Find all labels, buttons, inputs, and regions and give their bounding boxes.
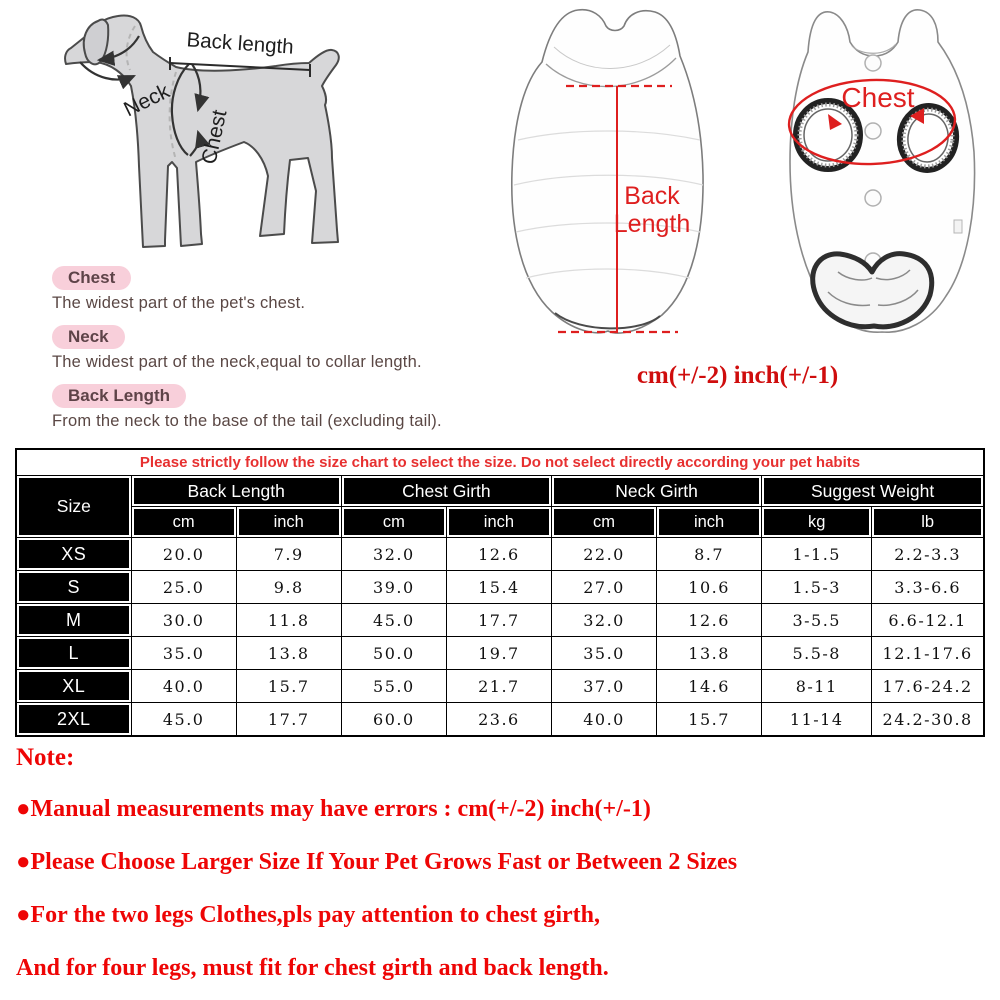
value-cell: 5.5-8 xyxy=(762,637,872,670)
size-cell: S xyxy=(16,571,131,604)
neck-definition-text: The widest part of the neck,equal to collar length. xyxy=(52,353,422,371)
dog-chest-label: Chest xyxy=(197,107,232,167)
value-cell: 7.9 xyxy=(236,538,341,571)
definition-chest xyxy=(52,266,522,313)
value-cell: 40.0 xyxy=(131,670,236,703)
value-cell: 15.7 xyxy=(236,670,341,703)
size-cell: M xyxy=(16,604,131,637)
unit-header: cm xyxy=(341,507,446,538)
dog-diagram-svg xyxy=(40,6,358,266)
value-cell: 39.0 xyxy=(341,571,446,604)
value-cell: 25.0 xyxy=(131,571,236,604)
value-cell: 3-5.5 xyxy=(762,604,872,637)
vest-back-length-label-line1: Back xyxy=(624,182,680,210)
value-cell: 15.7 xyxy=(657,703,762,737)
value-cell: 12.6 xyxy=(657,604,762,637)
value-cell: 15.4 xyxy=(446,571,551,604)
value-cell: 3.3-6.6 xyxy=(872,571,984,604)
size-table-body xyxy=(16,538,984,737)
table-row xyxy=(16,604,984,637)
table-banner-row xyxy=(16,449,984,476)
value-cell: 17.7 xyxy=(446,604,551,637)
value-cell: 37.0 xyxy=(551,670,656,703)
unit-header: kg xyxy=(762,507,872,538)
value-cell: 12.6 xyxy=(446,538,551,571)
note-line: ●Please Choose Larger Size If Your Pet Grows Fast or Between 2 Sizes xyxy=(16,849,738,875)
value-cell: 21.7 xyxy=(446,670,551,703)
value-cell: 8-11 xyxy=(762,670,872,703)
side-tag xyxy=(954,220,962,233)
value-cell: 12.1-17.6 xyxy=(872,637,984,670)
value-cell: 40.0 xyxy=(551,703,656,737)
chest-pill: Chest xyxy=(52,266,131,290)
table-row xyxy=(16,703,984,737)
unit-header: inch xyxy=(657,507,762,538)
value-cell: 45.0 xyxy=(131,703,236,737)
definition-back-length xyxy=(52,384,522,431)
value-cell: 30.0 xyxy=(131,604,236,637)
value-cell: 35.0 xyxy=(131,637,236,670)
unit-header: inch xyxy=(236,507,341,538)
value-cell: 6.6-12.1 xyxy=(872,604,984,637)
table-row xyxy=(16,637,984,670)
unit-header: cm xyxy=(131,507,236,538)
value-cell: 27.0 xyxy=(551,571,656,604)
table-group-header-row xyxy=(16,476,984,507)
note-title: Note: xyxy=(16,744,75,771)
size-column-header: Size xyxy=(16,476,131,538)
dog-neck-label: Neck xyxy=(120,79,174,122)
dog-back-length-label: Back length xyxy=(185,28,295,59)
tolerance-note: cm(+/-2) inch(+/-1) xyxy=(636,362,839,389)
value-cell: 55.0 xyxy=(341,670,446,703)
value-cell: 22.0 xyxy=(551,538,656,571)
vest-back-length-label-line2: Length xyxy=(613,210,691,238)
value-cell: 32.0 xyxy=(341,538,446,571)
table-row xyxy=(16,538,984,571)
vest-front-view-diagram xyxy=(778,2,990,340)
measurement-definitions xyxy=(52,266,522,443)
note-line: ●For the two legs Clothes,pls pay attention to chest girth, xyxy=(16,902,601,928)
chest-girth-group-header: Chest Girth xyxy=(341,476,551,507)
table-row xyxy=(16,571,984,604)
value-cell: 24.2-30.8 xyxy=(872,703,984,737)
value-cell: 17.7 xyxy=(236,703,341,737)
value-cell: 13.8 xyxy=(657,637,762,670)
size-cell: XS xyxy=(16,538,131,571)
value-cell: 17.6-24.2 xyxy=(872,670,984,703)
definition-neck xyxy=(52,325,522,372)
back-length-group-header: Back Length xyxy=(131,476,341,507)
back-length-definition-text: From the neck to the base of the tail (excluding tail). xyxy=(52,412,442,430)
value-cell: 9.8 xyxy=(236,571,341,604)
value-cell: 20.0 xyxy=(131,538,236,571)
vest-back-outline xyxy=(512,10,703,333)
value-cell: 13.8 xyxy=(236,637,341,670)
size-cell: 2XL xyxy=(16,703,131,737)
value-cell: 1-1.5 xyxy=(762,538,872,571)
table-banner: Please strictly follow the size chart to select the size. Do not select directly according your pet habits xyxy=(16,449,984,476)
size-cell: L xyxy=(16,637,131,670)
size-table xyxy=(15,448,985,737)
unit-header: lb xyxy=(872,507,984,538)
value-cell: 11.8 xyxy=(236,604,341,637)
value-cell: 60.0 xyxy=(341,703,446,737)
notes-section xyxy=(16,736,996,1000)
dog-measurement-diagram xyxy=(40,6,358,271)
note-line: ●Manual measurements may have errors : cm(+/-2) inch(+/-1) xyxy=(16,796,651,822)
value-cell: 50.0 xyxy=(341,637,446,670)
note-line: And for four legs, must fit for chest girth and back length. xyxy=(16,955,609,981)
value-cell: 14.6 xyxy=(657,670,762,703)
unit-header: cm xyxy=(551,507,656,538)
value-cell: 1.5-3 xyxy=(762,571,872,604)
chest-definition-text: The widest part of the pet's chest. xyxy=(52,294,306,312)
size-cell: XL xyxy=(16,670,131,703)
neck-pill: Neck xyxy=(52,325,125,349)
value-cell: 2.2-3.3 xyxy=(872,538,984,571)
value-cell: 19.7 xyxy=(446,637,551,670)
value-cell: 23.6 xyxy=(446,703,551,737)
value-cell: 10.6 xyxy=(657,571,762,604)
table-unit-header-row xyxy=(16,507,984,538)
neck-girth-group-header: Neck Girth xyxy=(551,476,761,507)
vest-chest-label: Chest xyxy=(841,82,915,113)
back-length-pill: Back Length xyxy=(52,384,186,408)
unit-header: inch xyxy=(446,507,551,538)
value-cell: 8.7 xyxy=(657,538,762,571)
value-cell: 32.0 xyxy=(551,604,656,637)
value-cell: 45.0 xyxy=(341,604,446,637)
value-cell: 11-14 xyxy=(762,703,872,737)
table-row xyxy=(16,670,984,703)
value-cell: 35.0 xyxy=(551,637,656,670)
vest-back-view-diagram xyxy=(500,0,715,348)
suggest-weight-group-header: Suggest Weight xyxy=(762,476,984,507)
